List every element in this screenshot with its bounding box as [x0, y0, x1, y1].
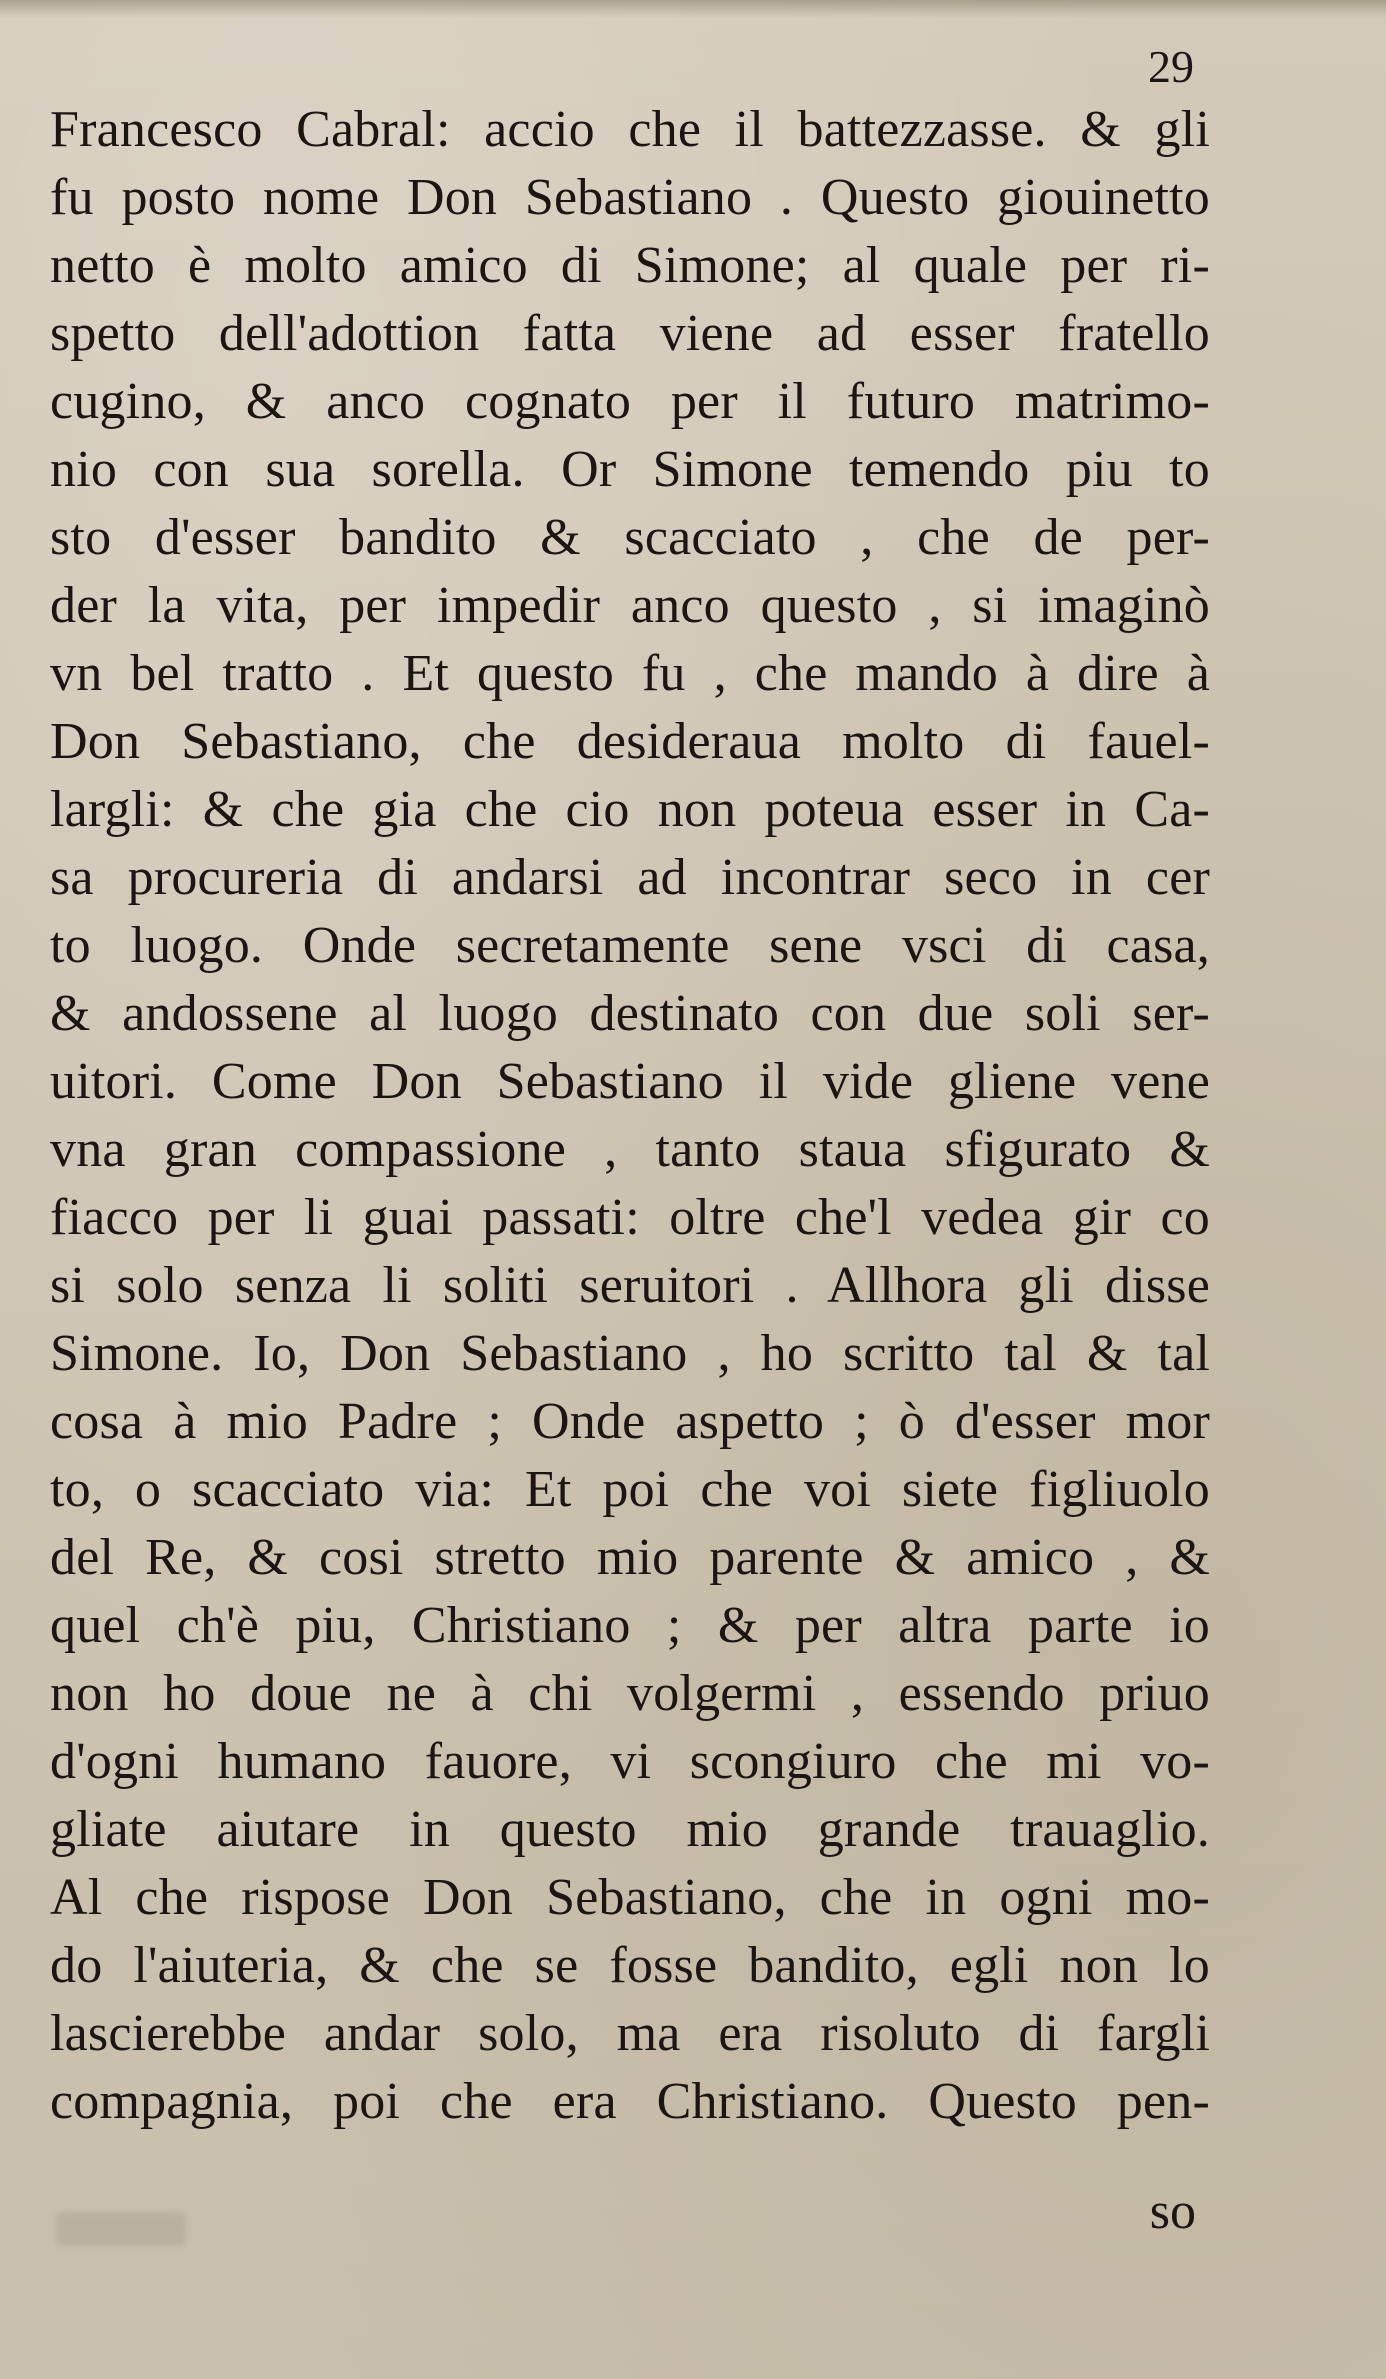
text-line: Al che rispose Don Sebastiano, che in ogni mo- — [50, 1869, 1210, 1926]
text-line: gliate aiutare in questo mio grande trauaglio. — [50, 1801, 1210, 1858]
text-line: quel ch'è piu, Christiano ; & per altra parte io — [50, 1597, 1210, 1654]
text-line: vn bel tratto . Et questo fu , che mando à dire à — [50, 645, 1210, 702]
text-line: non ho doue ne à chi volgermi , essendo priuo — [50, 1665, 1210, 1722]
text-line: to luogo. Onde secretamente sene vsci di casa, — [50, 917, 1210, 974]
text-line: cugino, & anco cognato per il futuro matrimo- — [50, 373, 1210, 430]
text-line: netto è molto amico di Simone; al quale per ri- — [50, 237, 1210, 294]
text-line: lascierebbe andar solo, ma era risoluto di fargli — [50, 2005, 1210, 2062]
text-line: largli: & che gia che cio non poteua esser in Ca- — [50, 781, 1210, 838]
text-line: d'ogni humano fauore, vi scongiuro che mi vo- — [50, 1733, 1210, 1790]
text-line: uitori. Come Don Sebastiano il vide gliene vene — [50, 1053, 1210, 1110]
body-text — [50, 96, 1210, 2136]
text-line: Simone. Io, Don Sebastiano , ho scritto tal & tal — [50, 1325, 1210, 1382]
text-line: del Re, & cosi stretto mio parente & amico , & — [50, 1529, 1210, 1586]
text-line: nio con sua sorella. Or Simone temendo piu to — [50, 441, 1210, 498]
page-number: 29 — [1148, 41, 1194, 92]
text-line: fiacco per li guai passati: oltre che'l vedea gir co — [50, 1189, 1210, 1246]
ink-smudge — [56, 2212, 186, 2246]
text-line: spetto dell'adottion fatta viene ad esser fratello — [50, 305, 1210, 362]
text-line: Francesco Cabral: accio che il battezzasse. & gli — [50, 101, 1210, 158]
text-line: compagnia, poi che era Christiano. Questo pen- — [50, 2073, 1210, 2130]
text-line: vna gran compassione , tanto staua sfigurato & — [50, 1121, 1210, 1178]
text-line: fu posto nome Don Sebastiano . Questo giouinetto — [50, 169, 1210, 226]
page-edge-shadow — [0, 0, 1386, 18]
text-line: to, o scacciato via: Et poi che voi siete figliuolo — [50, 1461, 1210, 1518]
text-line: & andossene al luogo destinato con due soli ser- — [50, 985, 1210, 1042]
text-line: do l'aiuteria, & che se fosse bandito, egli non lo — [50, 1937, 1210, 1994]
text-line: si solo senza li soliti seruitori . Allhora gli disse — [50, 1257, 1210, 1314]
text-line: der la vita, per impedir anco questo , si imaginò — [50, 577, 1210, 634]
text-line: sa procureria di andarsi ad incontrar seco in cer — [50, 849, 1210, 906]
catchword: so — [1149, 2183, 1196, 2240]
text-line: Don Sebastiano, che desideraua molto di fauel- — [50, 713, 1210, 770]
text-line: cosa à mio Padre ; Onde aspetto ; ò d'esser mor — [50, 1393, 1210, 1450]
text-line: sto d'esser bandito & scacciato , che de per- — [50, 509, 1210, 566]
